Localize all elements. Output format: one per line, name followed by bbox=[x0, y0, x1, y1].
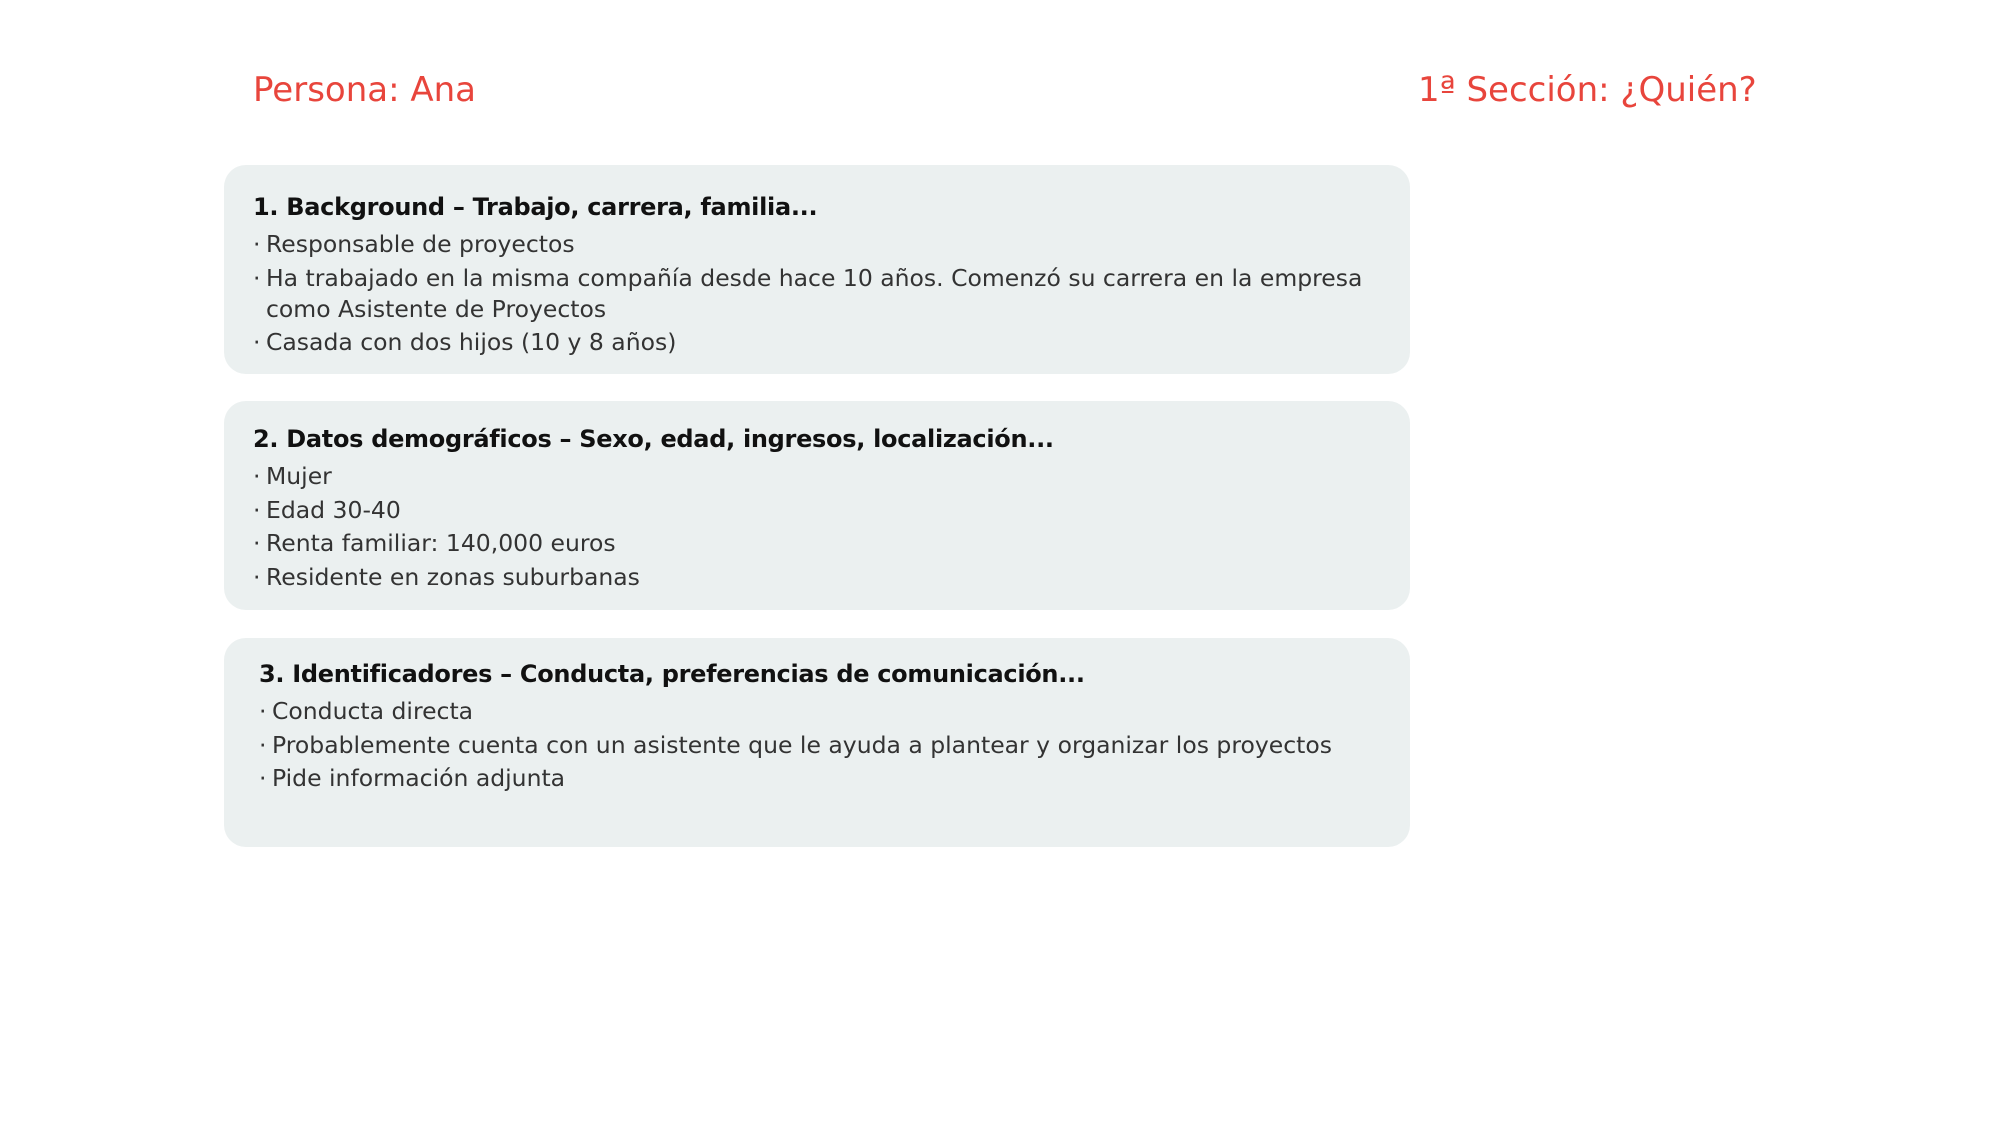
identifiers-card-heading: 3. Identificadores – Conducta, preferencias de comunicación... bbox=[259, 660, 1085, 688]
bullet-glyph: · bbox=[253, 529, 261, 557]
background-card-heading: 1. Background – Trabajo, carrera, familia... bbox=[253, 193, 818, 221]
bullet-glyph: · bbox=[253, 263, 261, 292]
demographics-card bbox=[224, 401, 1410, 610]
list-item: · Conducta directa bbox=[259, 697, 474, 725]
identifiers-list bbox=[259, 696, 1410, 794]
bullet-glyph: · bbox=[259, 730, 267, 759]
demographics-card-heading: 2. Datos demográficos – Sexo, edad, ingresos, localización... bbox=[253, 425, 1054, 453]
list-item: · Mujer bbox=[253, 462, 332, 490]
section-title: 1ª Sección: ¿Quién? bbox=[1418, 70, 1757, 110]
bullet-glyph: · bbox=[259, 764, 267, 792]
list-item: · Edad 30-40 bbox=[253, 495, 401, 524]
persona-title: Persona: Ana bbox=[253, 70, 476, 110]
list-item: · Residente en zonas suburbanas bbox=[253, 562, 640, 591]
background-list bbox=[253, 229, 1410, 358]
bullet-glyph: · bbox=[253, 462, 261, 490]
list-item: · Responsable de proyectos bbox=[253, 230, 575, 258]
list-item: · Casada con dos hijos (10 y 8 años) bbox=[253, 328, 677, 356]
bullet-glyph: · bbox=[259, 697, 267, 725]
bullet-glyph: · bbox=[253, 328, 261, 356]
identifiers-card bbox=[224, 638, 1410, 847]
bullet-glyph: · bbox=[253, 230, 261, 258]
demographics-list bbox=[253, 461, 1410, 593]
bullet-glyph: · bbox=[253, 562, 261, 591]
list-item: · Ha trabajado en la misma compañía desde hace 10 años. Comenzó su carrera en la empresa como Asistente de Proyectos bbox=[253, 263, 1363, 323]
background-card bbox=[224, 165, 1410, 374]
list-item: · Pide información adjunta bbox=[259, 764, 566, 792]
list-item: · Renta familiar: 140,000 euros bbox=[253, 529, 616, 557]
list-item: · Probablemente cuenta con un asistente que le ayuda a plantear y organizar los proyectos bbox=[259, 730, 1332, 759]
bullet-glyph: · bbox=[253, 495, 261, 524]
